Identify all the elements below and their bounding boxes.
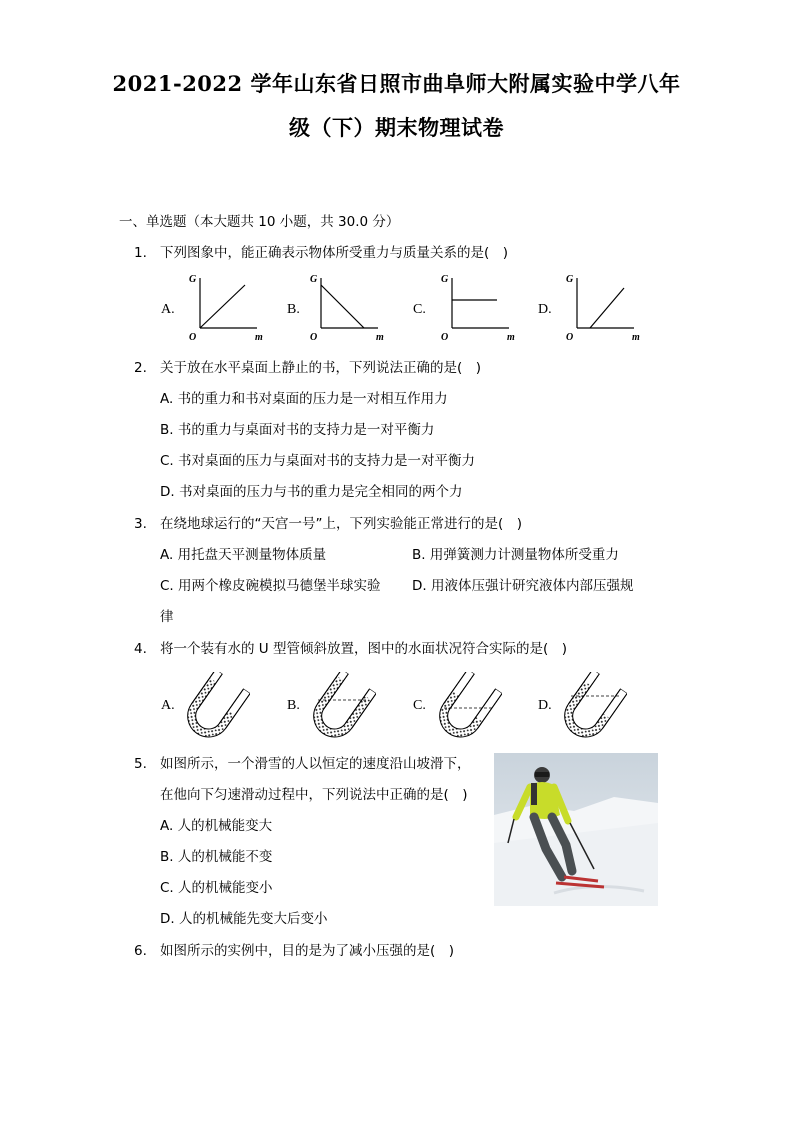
question-4-stem: 将一个装有水的 U 型管倾斜放置，图中的水面状况符合实际的是( ) (160, 641, 567, 657)
q4-utube-c (432, 672, 502, 742)
question-3-stem: 在绕地球运行的“天宫一号”上，下列实验能正常进行的是( ) (160, 516, 523, 532)
q3-option-a: A. 用托盘天平测量物体质量 (160, 547, 327, 563)
q4-utube-b (306, 672, 376, 742)
q1b-axis-m: m (376, 332, 384, 342)
q1-option-d-label: D. (538, 302, 552, 317)
q1-graph-c (437, 270, 517, 342)
section-heading: 一、单选题（本大题共 10 小题，共 30.0 分） (119, 214, 400, 230)
q4-option-b-label: B. (287, 698, 300, 713)
q5-option-a: A. 人的机械能变大 (160, 818, 273, 834)
q4-option-d-label: D. (538, 698, 552, 713)
q1b-origin: O (310, 332, 318, 342)
question-5-number: 5. (134, 756, 147, 772)
q1-option-b-label: B. (287, 302, 300, 317)
question-4-number: 4. (134, 641, 147, 657)
q5-option-b: B. 人的机械能不变 (160, 849, 273, 865)
q1c-axis-m: m (507, 332, 515, 342)
q1a-axis-m: m (255, 332, 263, 342)
q2-option-a: A. 书的重力和书对桌面的压力是一对相互作用力 (160, 391, 448, 407)
question-5-stem-line1: 如图所示，一个滑雪的人以恒定的速度沿山坡滑下， (160, 756, 471, 772)
q3-option-d-continuation: 律 (160, 609, 174, 625)
q2-option-b: B. 书的重力与桌面对书的支持力是一对平衡力 (160, 422, 435, 438)
q4-option-a-label: A. (161, 698, 175, 713)
q1-option-c-label: C. (413, 302, 426, 317)
q3-option-c: C. 用两个橡皮碗模拟马德堡半球实验 (160, 578, 381, 594)
q5-option-d: D. 人的机械能先变大后变小 (160, 911, 328, 927)
question-1-stem: 下列图象中，能正确表示物体所受重力与质量关系的是( ) (160, 245, 509, 261)
question-2-number: 2. (134, 360, 147, 376)
q4-utube-a (180, 672, 250, 742)
q1-graph-a (185, 270, 265, 342)
q1d-axis-m: m (632, 332, 640, 342)
q2-option-d: D. 书对桌面的压力与书的重力是完全相同的两个力 (160, 484, 463, 500)
q1-graph-b (306, 270, 386, 342)
document-title-line2: 级（下）期末物理试卷 (289, 115, 504, 140)
document-title-line1: 2021-2022 学年山东省日照市曲阜师大附属实验中学八年 (112, 71, 681, 96)
question-6-stem: 如图所示的实例中，目的是为了减小压强的是( ) (160, 943, 455, 959)
q1a-origin: O (189, 332, 197, 342)
q3-option-b: B. 用弹簧测力计测量物体所受重力 (412, 547, 619, 563)
q1b-axis-g: G (310, 274, 318, 285)
q5-option-c: C. 人的机械能变小 (160, 880, 273, 896)
skier-photo (494, 753, 658, 906)
question-6-number: 6. (134, 943, 147, 959)
q1c-origin: O (441, 332, 449, 342)
q1d-origin: O (566, 332, 574, 342)
q1-graph-d (562, 270, 642, 342)
q3-option-d: D. 用液体压强计研究液体内部压强规 (412, 578, 634, 594)
q4-utube-d (557, 672, 627, 742)
question-2-stem: 关于放在水平桌面上静止的书，下列说法正确的是( ) (160, 360, 482, 376)
q1d-axis-g: G (566, 274, 574, 285)
q4-option-c-label: C. (413, 698, 426, 713)
q2-option-c: C. 书对桌面的压力与桌面对书的支持力是一对平衡力 (160, 453, 476, 469)
q1-option-a-label: A. (161, 302, 175, 317)
question-1-number: 1. (134, 245, 147, 261)
q1a-axis-g: G (189, 274, 197, 285)
question-3-number: 3. (134, 516, 147, 532)
question-5-stem-line2: 在他向下匀速滑动过程中，下列说法中正确的是( ) (160, 787, 468, 803)
q1c-axis-g: G (441, 274, 449, 285)
